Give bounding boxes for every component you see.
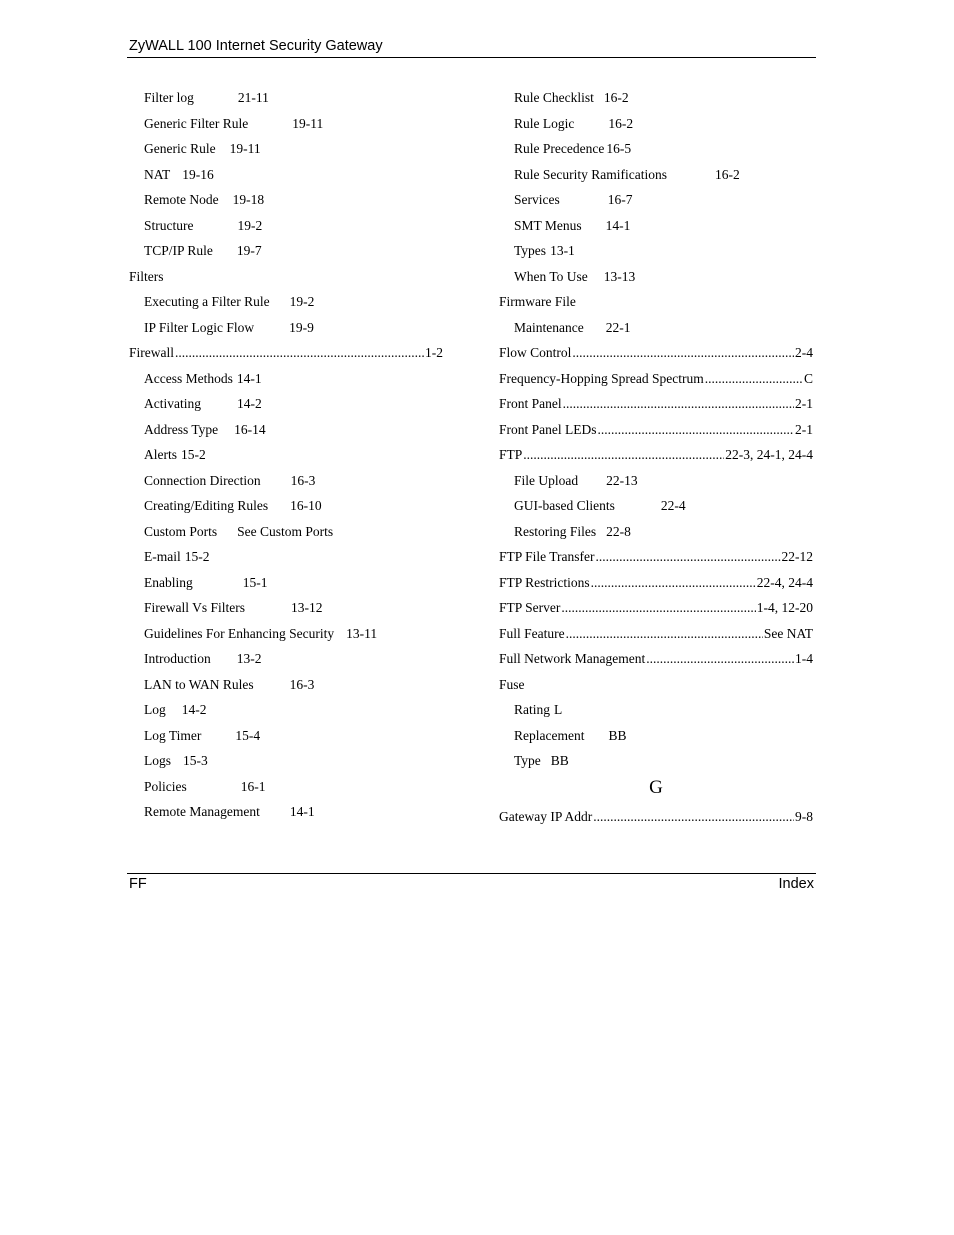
index-entry [499,217,813,243]
index-term: GUI-based Clients [514,498,615,513]
index-page: 14-1 [289,804,315,819]
index-term: FTP [499,447,523,462]
index-entry [129,599,443,625]
index-entry [129,574,443,600]
index-page: 15-4 [235,727,261,743]
index-term: Frequency-Hopping Spread Spectrum [499,370,704,386]
index-entry-leader [499,808,813,834]
index-term: When To Use [514,268,588,284]
index-term: File Upload [514,472,579,488]
index-page: 15-2 [184,549,210,564]
index-term: Firewall [129,345,174,360]
index-term: Flow Control [499,345,572,360]
index-column-right [499,89,813,833]
index-entry-leader [499,599,813,625]
index-entry [129,727,443,753]
index-term: TCP/IP Rule [144,243,213,258]
index-entry [129,191,443,217]
index-entry [129,650,443,676]
index-page: 22-1 [605,319,631,335]
index-page: 22-4 [660,498,686,513]
dot-leader [572,344,794,361]
index-term: LAN to WAN Rules [144,676,254,692]
index-entry [129,217,443,243]
index-entry [129,548,443,574]
index-entry [129,293,443,319]
index-term: Remote Management [144,804,260,819]
index-term: Maintenance [514,319,584,335]
index-term: Generic Rule [144,141,216,156]
index-page: 19-16 [182,166,214,182]
index-term: Custom Ports [144,523,218,539]
index-entry-leader [499,650,813,676]
index-term: Guidelines For Enhancing Security [144,625,335,641]
index-term: Rule Checklist [514,90,594,105]
index-entry [499,727,813,753]
index-term: Firewall Vs Filters [144,600,245,615]
index-page: 16-10 [290,498,322,513]
index-entry-leader [499,625,813,651]
index-page: 16-2 [603,90,629,105]
index-page: 16-14 [234,421,266,437]
index-term: IP Filter Logic Flow [144,319,255,335]
index-page: 16-2 [608,115,634,131]
index-term: Structure [144,217,194,233]
index-page: 1-4 [795,651,813,666]
index-term: NAT [144,166,171,182]
index-page: 13-13 [603,268,636,284]
index-entry-leader [499,446,813,472]
footer-section-label: Index [778,876,814,892]
index-entry [499,497,813,523]
index-term: Filters [129,268,164,284]
index-entry [129,89,443,115]
index-page: 2-4 [795,345,813,360]
index-entry-leader [499,395,813,421]
index-page: L [554,702,563,717]
index-term: Services [514,192,560,207]
index-page: 22-4, 24-4 [756,574,813,590]
index-entry [129,676,443,702]
index-page: 22-8 [606,523,631,539]
index-entry [129,497,443,523]
index-term: Creating/Editing Rules [144,498,269,513]
index-entry [499,472,813,498]
index-entry [129,752,443,778]
index-entry [499,242,813,268]
index-term: Logs [144,753,171,768]
index-page: 13-11 [346,625,378,641]
index-term: Log Timer [144,727,202,743]
index-entry [499,115,813,141]
index-term: Rating [514,702,550,717]
dot-leader [596,548,781,565]
index-term: Replacement [514,727,585,743]
index-section-letter [499,778,813,808]
index-entry-leader [499,548,813,574]
index-page: 16-5 [606,141,632,156]
dot-leader [566,625,763,642]
index-term: SMT Menus [514,217,582,233]
index-term: Full Feature [499,625,565,641]
index-entry [129,115,443,141]
index-page: C [803,370,813,386]
dot-leader [646,650,794,667]
index-entry [129,242,443,268]
index-entry [499,319,813,345]
index-term: Rule Security Ramifications [514,166,667,182]
index-page: 22-13 [606,472,638,488]
index-page: BB [550,753,569,768]
index-page: 1-4, 12-20 [756,600,813,615]
index-entry [129,140,443,166]
index-entry [499,140,813,166]
index-entry [129,701,443,727]
index-term: Remote Node [144,192,219,207]
index-entry [129,395,443,421]
index-page: 22-12 [781,549,813,564]
index-page: See Custom Ports [237,523,334,539]
index-term: Log [144,702,166,717]
index-term: Filter log [144,90,194,105]
index-page: 19-2 [289,294,315,309]
index-entry [129,421,443,447]
dot-leader [175,344,424,361]
index-term: Types [514,243,547,258]
index-page: 13-2 [236,651,262,666]
dot-leader [563,395,794,412]
index-term: Executing a Filter Rule [144,294,270,309]
index-page: See NAT [763,625,813,641]
index-term: Fuse [499,676,525,692]
index-entry [129,472,443,498]
index-entry [129,778,443,804]
index-column-left [129,89,443,829]
header-title: ZyWALL 100 Internet Security Gateway [129,38,383,54]
index-term: Front Panel LEDs [499,421,597,437]
index-term: Firmware File [499,294,576,309]
page-header [127,36,816,58]
index-term: FTP Server [499,600,561,615]
index-term: Type [514,753,541,768]
index-term: Introduction [144,651,211,666]
index-page: 19-9 [289,319,314,335]
index-term: FTP File Transfer [499,549,595,564]
index-term: Connection Direction [144,472,261,488]
section-letter: G [649,776,663,798]
index-entry [129,319,443,345]
index-page: BB [608,727,627,743]
index-entry [129,446,443,472]
index-heading [499,676,813,702]
index-page: 21-11 [237,90,269,105]
index-page: 2-1 [795,396,813,411]
index-page: 13-12 [291,600,323,615]
index-entry [129,625,443,651]
index-entry [499,191,813,217]
index-term: FTP Restrictions [499,574,590,590]
index-entry [129,370,443,396]
index-page: 13-1 [550,243,575,258]
index-entry [499,268,813,294]
index-entry [499,752,813,778]
dot-leader [591,574,756,591]
index-page: 15-2 [181,447,206,462]
index-page: 14-1 [236,370,262,386]
index-entry-leader [499,421,813,447]
dot-leader [598,421,795,438]
index-page: 19-11 [229,141,261,156]
dot-leader [523,446,724,463]
index-entry [499,166,813,192]
index-entry [129,166,443,192]
index-entry [499,523,813,549]
index-term: Access Methods [144,370,233,386]
index-page: 19-2 [237,217,263,233]
index-page: 16-1 [240,778,266,794]
index-entry [129,523,443,549]
page-number: FF [129,876,147,892]
index-page: 16-3 [290,472,316,488]
index-entry [499,701,813,727]
index-page: 1-2 [425,345,443,360]
index-entry-leader [129,344,443,370]
index-term: Front Panel [499,396,562,411]
index-term: Activating [144,396,201,411]
index-term: Gateway IP Addr [499,808,593,824]
index-page: 22-3, 24-1, 24-4 [725,447,813,462]
index-page: 15-3 [183,753,208,768]
index-page: 14-2 [181,702,207,717]
index-term: Address Type [144,421,219,437]
index-entry-leader [499,344,813,370]
index-term: Alerts [144,447,177,462]
index-page: 19-18 [232,192,265,207]
index-page: 14-2 [237,396,262,411]
index-entry [499,89,813,115]
index-term: Restoring Files [514,523,597,539]
index-term: Generic Filter Rule [144,115,249,131]
dot-leader [561,599,755,616]
dot-leader [705,370,803,387]
page-footer [127,873,816,896]
index-term: Rule Logic [514,115,575,131]
index-page: 16-3 [289,676,315,692]
index-page: 15-1 [242,574,268,590]
index-page: 19-7 [236,243,262,258]
index-entry-leader [499,574,813,600]
index-entry-leader [499,370,813,396]
index-term: E-mail [144,549,181,564]
index-term: Enabling [144,574,193,590]
index-heading [129,268,443,294]
index-page: 14-1 [605,217,631,233]
index-entry [129,803,443,829]
index-term: Policies [144,778,187,794]
index-page: 19-11 [292,115,324,131]
dot-leader [593,808,794,825]
index-term: Rule Precedence [514,141,605,156]
index-page: 16-7 [607,192,633,207]
index-page: 2-1 [795,421,813,437]
index-page: 16-2 [714,166,740,182]
index-term: Full Network Management [499,651,646,666]
index-heading [499,293,813,319]
index-page: 9-8 [795,808,813,824]
